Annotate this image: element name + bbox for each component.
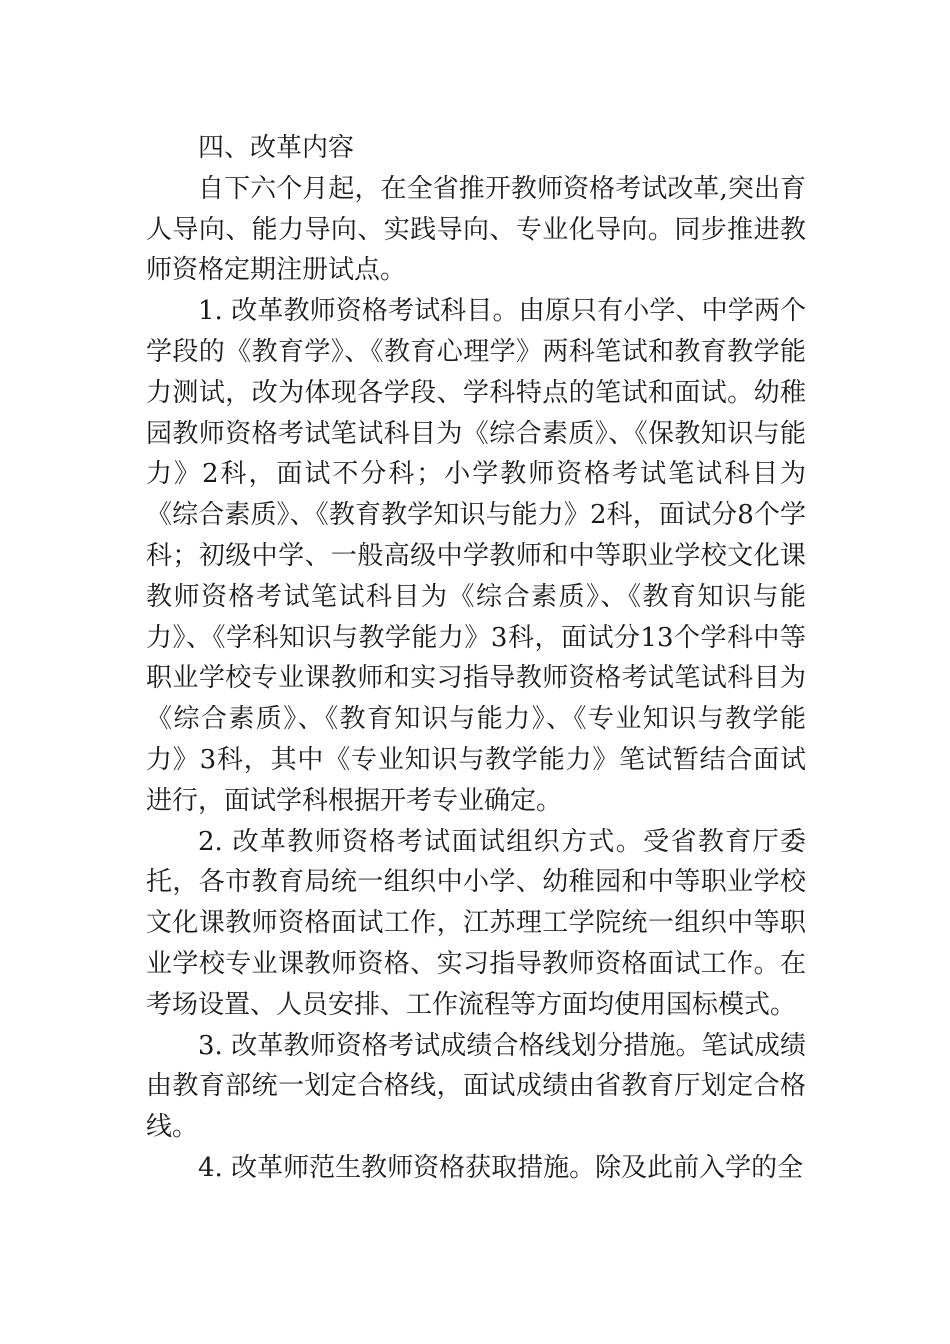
paragraph-item-4: 4. 改革师范生教师资格获取措施。除及此前入学的全	[198, 1152, 804, 1183]
paragraph-item-3: 3. 改革教师资格考试成绩合格线划分措施。笔试成绩由教育部统一划定合格线，面试成绩由省教育厅划定合格线。	[146, 1030, 806, 1143]
paragraph-intro: 自下六个月起，在全省推开教师资格考试改革,突出育人导向、能力导向、实践导向、专业化导向。同步推进教师资格定期注册试点。	[146, 173, 806, 286]
paragraph-item-1: 1. 改革教师资格考试科目。由原只有小学、中学两个学段的《教育学》、《教育心理学》两科笔试和教育教学能力测试，改为体现各学段、学科特点的笔试和面试。幼稚园教师资格考试笔试科目为《综合素质》、《保教知识与能力》2科，面试不分科；小学教师资格考试笔试科目为《综合素质》、《教育教学知识与能力》2科，面试分8个学科；初级中学、一般高级中学教师和中等职业学校文化课教师资格考试笔试科目为《综合素质》、《教育知识与能力》、《学科知识与教学能力》3科，面试分13个学科中等职业学校专业课教师和实习指导教师资格考试笔试科目为《综合素质》、《教育知识与能力》、《专业知识与教学能力》3科，其中《专业知识与教学能力》笔试暂结合面试进行，面试学科根据开考专业确定。	[146, 296, 806, 816]
section-heading: 四、改革内容	[198, 133, 355, 163]
document-body	[146, 128, 806, 1189]
paragraph-item-2: 2. 改革教师资格考试面试组织方式。受省教育厅委托，各市教育局统一组织中小学、幼稚园和中等职业学校文化课教师资格面试工作，江苏理工学院统一组织中等职业学校专业课教师资格、实习指导教师资格面试工作。在考场设置、人员安排、工作流程等方面均使用国标模式。	[146, 826, 806, 1020]
